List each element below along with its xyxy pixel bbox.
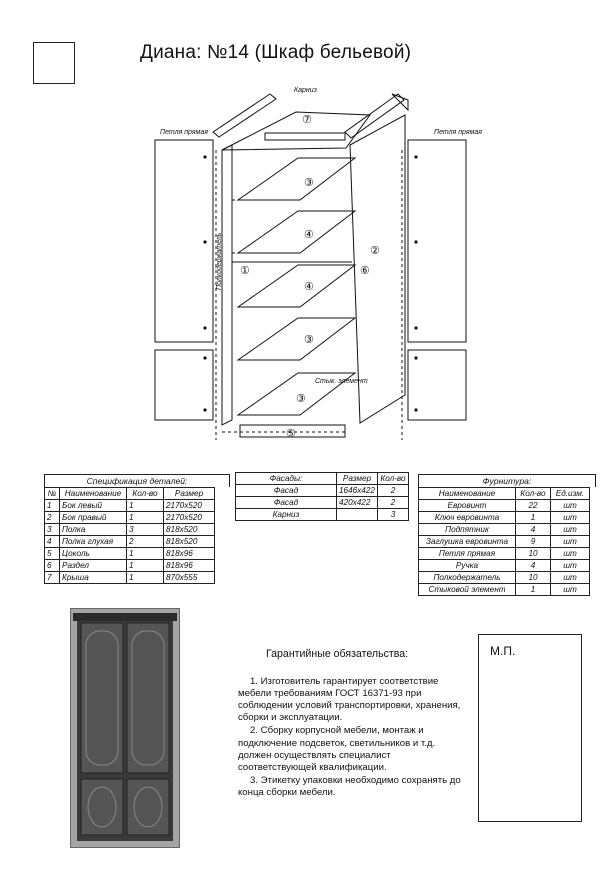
facades-table-block	[235, 472, 409, 521]
cell: шт	[551, 500, 590, 512]
part-number-7: ⑦	[302, 114, 312, 126]
table-row	[419, 548, 590, 560]
table-row	[236, 509, 409, 521]
col-header: Кол-во	[127, 488, 164, 500]
cell: Полкодержатель	[419, 572, 516, 584]
product-photo	[70, 608, 180, 848]
cell: 3	[45, 524, 60, 536]
table-row	[236, 497, 409, 509]
warranty-item-2: 2. Сборку корпусной мебели, монтаж и подключение подсветок, светильников и т.д. должен осуществлять специалист соответствующей квалификации.	[238, 725, 436, 773]
table-row	[45, 572, 215, 584]
cell: шт	[551, 572, 590, 584]
table-row	[419, 536, 590, 548]
col-header: Ед.изм.	[551, 488, 590, 500]
col-header: №	[45, 488, 60, 500]
cell: 3	[378, 509, 409, 521]
part-number-3a: ③	[304, 177, 314, 189]
cell: 10	[516, 548, 551, 560]
table-row	[419, 524, 590, 536]
facades-table	[235, 472, 409, 521]
col-header: Наименование	[419, 488, 516, 500]
table-row	[419, 572, 590, 584]
col-header: Размер	[164, 488, 215, 500]
hardware-table	[418, 487, 590, 596]
col-header: Наименование	[60, 488, 127, 500]
cell: шт	[551, 512, 590, 524]
cornice-left	[213, 94, 276, 137]
table-row	[45, 560, 215, 572]
cell: 2	[127, 536, 164, 548]
cell: 818x96	[164, 548, 215, 560]
table-row	[45, 548, 215, 560]
table-row	[45, 524, 215, 536]
roof-panel	[222, 112, 370, 150]
table-row	[45, 500, 215, 512]
col-header: Фасады:	[236, 473, 337, 485]
part-number-1: ①	[240, 265, 250, 277]
part-number-3b: ③	[304, 334, 314, 346]
cell: 1646x422	[337, 485, 378, 497]
warranty-item-3: 3. Этикетку упаковки необходимо сохранять до конца сборки мебели.	[238, 774, 461, 798]
table-row	[419, 560, 590, 572]
cell: 22	[516, 500, 551, 512]
cell: 818x520	[164, 524, 215, 536]
cell: Карниз	[236, 509, 337, 521]
label-karniz: Карниз	[294, 87, 317, 94]
cell: 1	[45, 500, 60, 512]
part-number-4a: ④	[304, 229, 314, 241]
facades-table-header	[236, 473, 409, 485]
part-number-5: ⑤	[286, 428, 296, 440]
cell: Евровинт	[419, 500, 516, 512]
cell: Фасад	[236, 485, 337, 497]
cell	[337, 509, 378, 521]
part-number-4b: ④	[304, 281, 314, 293]
cell: 4	[516, 524, 551, 536]
hardware-table-header	[419, 488, 590, 500]
hardware-table-caption: Фурнитура:	[418, 474, 596, 487]
wardrobe-photo-image	[71, 609, 179, 847]
warranty-item-1: 1. Изготовитель гарантирует соответствие мебели требованиям ГОСТ 16371-93 при соблюдении условий транспортировки, хранения, сборки и эксплуатации.	[238, 676, 461, 724]
label-petlya-right: Петля прямая	[434, 129, 483, 136]
label-petlya-left: Петля прямая	[160, 129, 209, 136]
cell: 818x96	[164, 560, 215, 572]
cell: 4	[516, 560, 551, 572]
spec-table-block	[44, 474, 230, 584]
cell: 4	[45, 536, 60, 548]
cell: 1	[127, 512, 164, 524]
cell: Стыковой элемент	[419, 584, 516, 596]
cell: Раздел	[60, 560, 127, 572]
cell: 10	[516, 572, 551, 584]
table-row	[419, 584, 590, 596]
cell: 1	[127, 560, 164, 572]
cell: Фасад	[236, 497, 337, 509]
hardware-table-block	[418, 474, 596, 596]
spec-table	[44, 487, 215, 584]
cell: 3	[127, 524, 164, 536]
col-header: Кол-во	[378, 473, 409, 485]
cell: шт	[551, 524, 590, 536]
stamp-box	[478, 634, 582, 822]
cell: шт	[551, 584, 590, 596]
cell: Ручка	[419, 560, 516, 572]
stamp-label: М.П.	[490, 644, 516, 658]
spec-table-caption: Спецификация деталей:	[44, 474, 230, 487]
cell: 420x422	[337, 497, 378, 509]
cell: Бок левый	[60, 500, 127, 512]
col-header: Размер	[337, 473, 378, 485]
cell: 2	[378, 497, 409, 509]
cell: 2	[45, 512, 60, 524]
warranty-section	[238, 648, 463, 800]
cell: шт	[551, 560, 590, 572]
cell: Крыша	[60, 572, 127, 584]
cell: 818x520	[164, 536, 215, 548]
spec-table-header	[45, 488, 215, 500]
part-number-2: ②	[370, 245, 380, 257]
cell: 1	[516, 512, 551, 524]
cell: Подпятник	[419, 524, 516, 536]
table-row	[45, 512, 215, 524]
label-styk-element: Стык. элемент	[315, 378, 368, 385]
cell: 9	[516, 536, 551, 548]
cell: 1	[127, 548, 164, 560]
cell: 6	[45, 560, 60, 572]
warranty-heading: Гарантийные обязательства:	[266, 648, 409, 660]
table-row	[419, 500, 590, 512]
part-number-6: ⑥	[360, 265, 370, 277]
cell: шт	[551, 548, 590, 560]
cell: Цоколь	[60, 548, 127, 560]
table-row	[45, 536, 215, 548]
cell: Полка глухая	[60, 536, 127, 548]
table-row	[236, 485, 409, 497]
cell: Полка	[60, 524, 127, 536]
cell: 2	[378, 485, 409, 497]
label-polkoderzhatel: Полкодержатель	[216, 232, 223, 290]
cell: Петля прямая	[419, 548, 516, 560]
cell: шт	[551, 536, 590, 548]
cell: 1	[127, 500, 164, 512]
page-title: Диана: №14 (Шкаф бельевой)	[140, 42, 412, 63]
part-number-3c: ③	[296, 393, 306, 405]
side-right	[350, 115, 405, 423]
side-left	[222, 145, 232, 425]
cell: 7	[45, 572, 60, 584]
cell: 870x555	[164, 572, 215, 584]
cell: Ключ евровинта	[419, 512, 516, 524]
cell: Заглушка евровинта	[419, 536, 516, 548]
table-row	[419, 512, 590, 524]
cell: 2170x520	[164, 512, 215, 524]
cell: Бок правый	[60, 512, 127, 524]
cell: 5	[45, 548, 60, 560]
col-header: Кол-во	[516, 488, 551, 500]
cell: 1	[127, 572, 164, 584]
cell: 2170x520	[164, 500, 215, 512]
cell: 1	[516, 584, 551, 596]
